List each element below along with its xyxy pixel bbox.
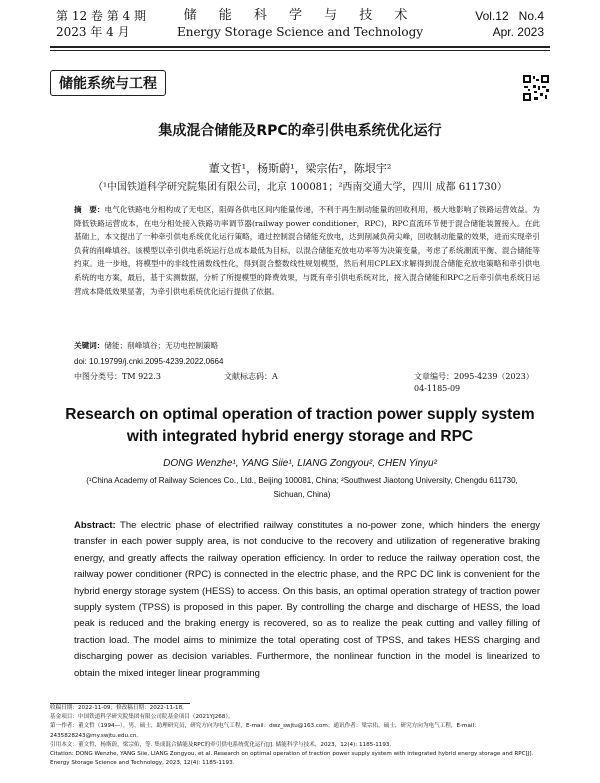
header-left [56,8,146,40]
chinese-keywords-label: 关键词： [74,341,105,350]
footnote-fund: 基金项目：中国铁道科学研究院集团有限公司院基金项目（2021YJ268）。 [50,714,234,721]
qr-code-icon[interactable] [522,74,550,102]
chinese-abstract [74,203,540,298]
doi[interactable]: doi: 10.19799/j.cnki.2095-4239.2022.0664 [74,357,224,366]
date-cn: 2023 年 4 月 [56,25,130,39]
english-abstract [74,518,540,682]
classification-number: 中图分类号：TM 922.3 [74,372,161,381]
column-tag: 储能系统与工程 [50,70,166,96]
footnote-received: 收稿日期：2022-11-09；修改稿日期：2022-11-18。 [50,705,188,711]
journal-name-en: Energy Storage Science and Technology [176,25,424,39]
chinese-abstract-label: 摘 要： [74,205,105,214]
chinese-affiliation: （¹中国铁道科学研究院集团有限公司，北京 100081；²西南交通大学，四川 成都 611730） [93,182,507,193]
document-code: 文献标志码：A [224,372,278,381]
volume-issue-en: Vol.12 No.4 [475,9,544,23]
footnotes [50,704,550,768]
footnote-cite-cn: 引用本文：董文哲，杨斯蔚，梁宗佑，等. 集成混合储能及RPC的牵引供电系统优化运行[J]. 储能科学与技术，2023，12(4): 1185-1193. [50,741,392,748]
chinese-title: 集成混合储能及RPC的牵引供电系统优化运行 [158,123,442,139]
chinese-keywords-text: 储能；削峰填谷；无功电控制策略 [104,341,219,350]
article-number: 文章编号：2095-4239（2023）04-1185-09 [414,372,534,393]
english-abstract-label: Abstract: [74,520,116,531]
classification-row [74,371,540,393]
header-center [150,8,450,40]
chinese-authors: 董文哲¹，杨斯蔚¹，梁宗佑²，陈垠宇² [208,162,392,175]
volume-issue-cn: 第 12 卷 第 4 期 [56,9,146,23]
date-en: Apr. 2023 [492,25,544,39]
footnote-author: 第一作者：董文哲（1994—），男，硕士，助理研究员，研究方向为电气工程，E-mail：dwz_swjtu@163.com；通讯作者：梁宗佑，硕士，研究方向为电气工程，E-mail：2435828243@my.swjtu.edu.cn。 [50,723,480,739]
chinese-abstract-text: 电气化铁路电分相构成了无电区，阻碍各供电区间内能量传递，不利于再生制动能量的回收利用，极大地影响了铁路运营效益。为降低铁路运营成本，在电分相处接入铁路功率调节器(railway power conditioner，RPC)，RPC直流环节便于混合储能装置接入。在此基础上，本文提出了一种牵引供电系统优化运行策略，通过控制混合储能充放电，达到削减负荷尖峰，回收制动能量的效果，进而实现牵引负荷的削峰填谷。该模型以牵引供电系统运行总成本最低为目标，以混合储能充放电功率等为决策变量，考虑了系统潮流平衡、混合储能等约束。进一步地，将模型中的非线性函数线性化，得到混合整数线性规划模型，然后利用CPLEX求解得到混合储能充放电策略和牵引供电系统的电方案，最后，基于实测数据，分析了所提模型的降费效果，与既有牵引供电系统对比，接入混合储能和RPC之后牵引供电系统日运营成本降低效果显著，为牵引供电系统优化运行提供了依据。 [74,205,540,296]
footnote-citation-en: Citation: DONG Wenzhe, YANG Siie, LIANG Zongyou, et al. Research on optimal operation of traction power supply system with integrated hybrid energy storage and RPC[J]. Energy Storage Science and Technology, 2023, 12(4): 1185-1193. [50,751,534,767]
english-title: Research on optimal operation of traction power supply system with integrated hybrid energy storage and RPC [65,406,535,445]
chinese-keywords [74,340,540,352]
header-rule [50,46,550,48]
english-abstract-text: The electric phase of electrified railway constitutes a no-power zone, which hinders the energy transfer in each power supply area, is not conducive to the recovery and utilization of regenerative braking energy, and greatly affects the railway operation efficiency. In order to reduce the railway operation cost, the railway power conditioner (RPC) is connected in the electric phase, and the RPC DC link is convenient for the hybrid energy storage system (HESS) to access. On this basis, an optimal operation strategy of traction power supply system (TPSS) is proposed in this paper. By controlling the charge and discharge of HESS, the load peak is reduced and the braking energy is recovered, so as to realize the peak cutting and valley filling of traction load. The model aims to minimize the total operating cost of TPSS, and takes HESS charging and discharging power as decision variables. Furthermore, the nonlinear function in the model is linearized to obtain the mixed integer linear programming [74,520,540,679]
header-right [475,8,544,40]
english-authors: DONG Wenzhe¹, YANG Siie¹, LIANG Zongyou², CHEN Yinyu² [163,458,437,469]
journal-name-cn: 储 能 科 学 与 技 术 [183,8,417,23]
english-affiliation: (¹China Academy of Railway Sciences Co., Ltd., Beijing 100081, China; ²Southwest Jiaotong University, Chengdu 611730, Sichuan, China) [86,476,518,499]
header-rule-thin [50,50,550,51]
